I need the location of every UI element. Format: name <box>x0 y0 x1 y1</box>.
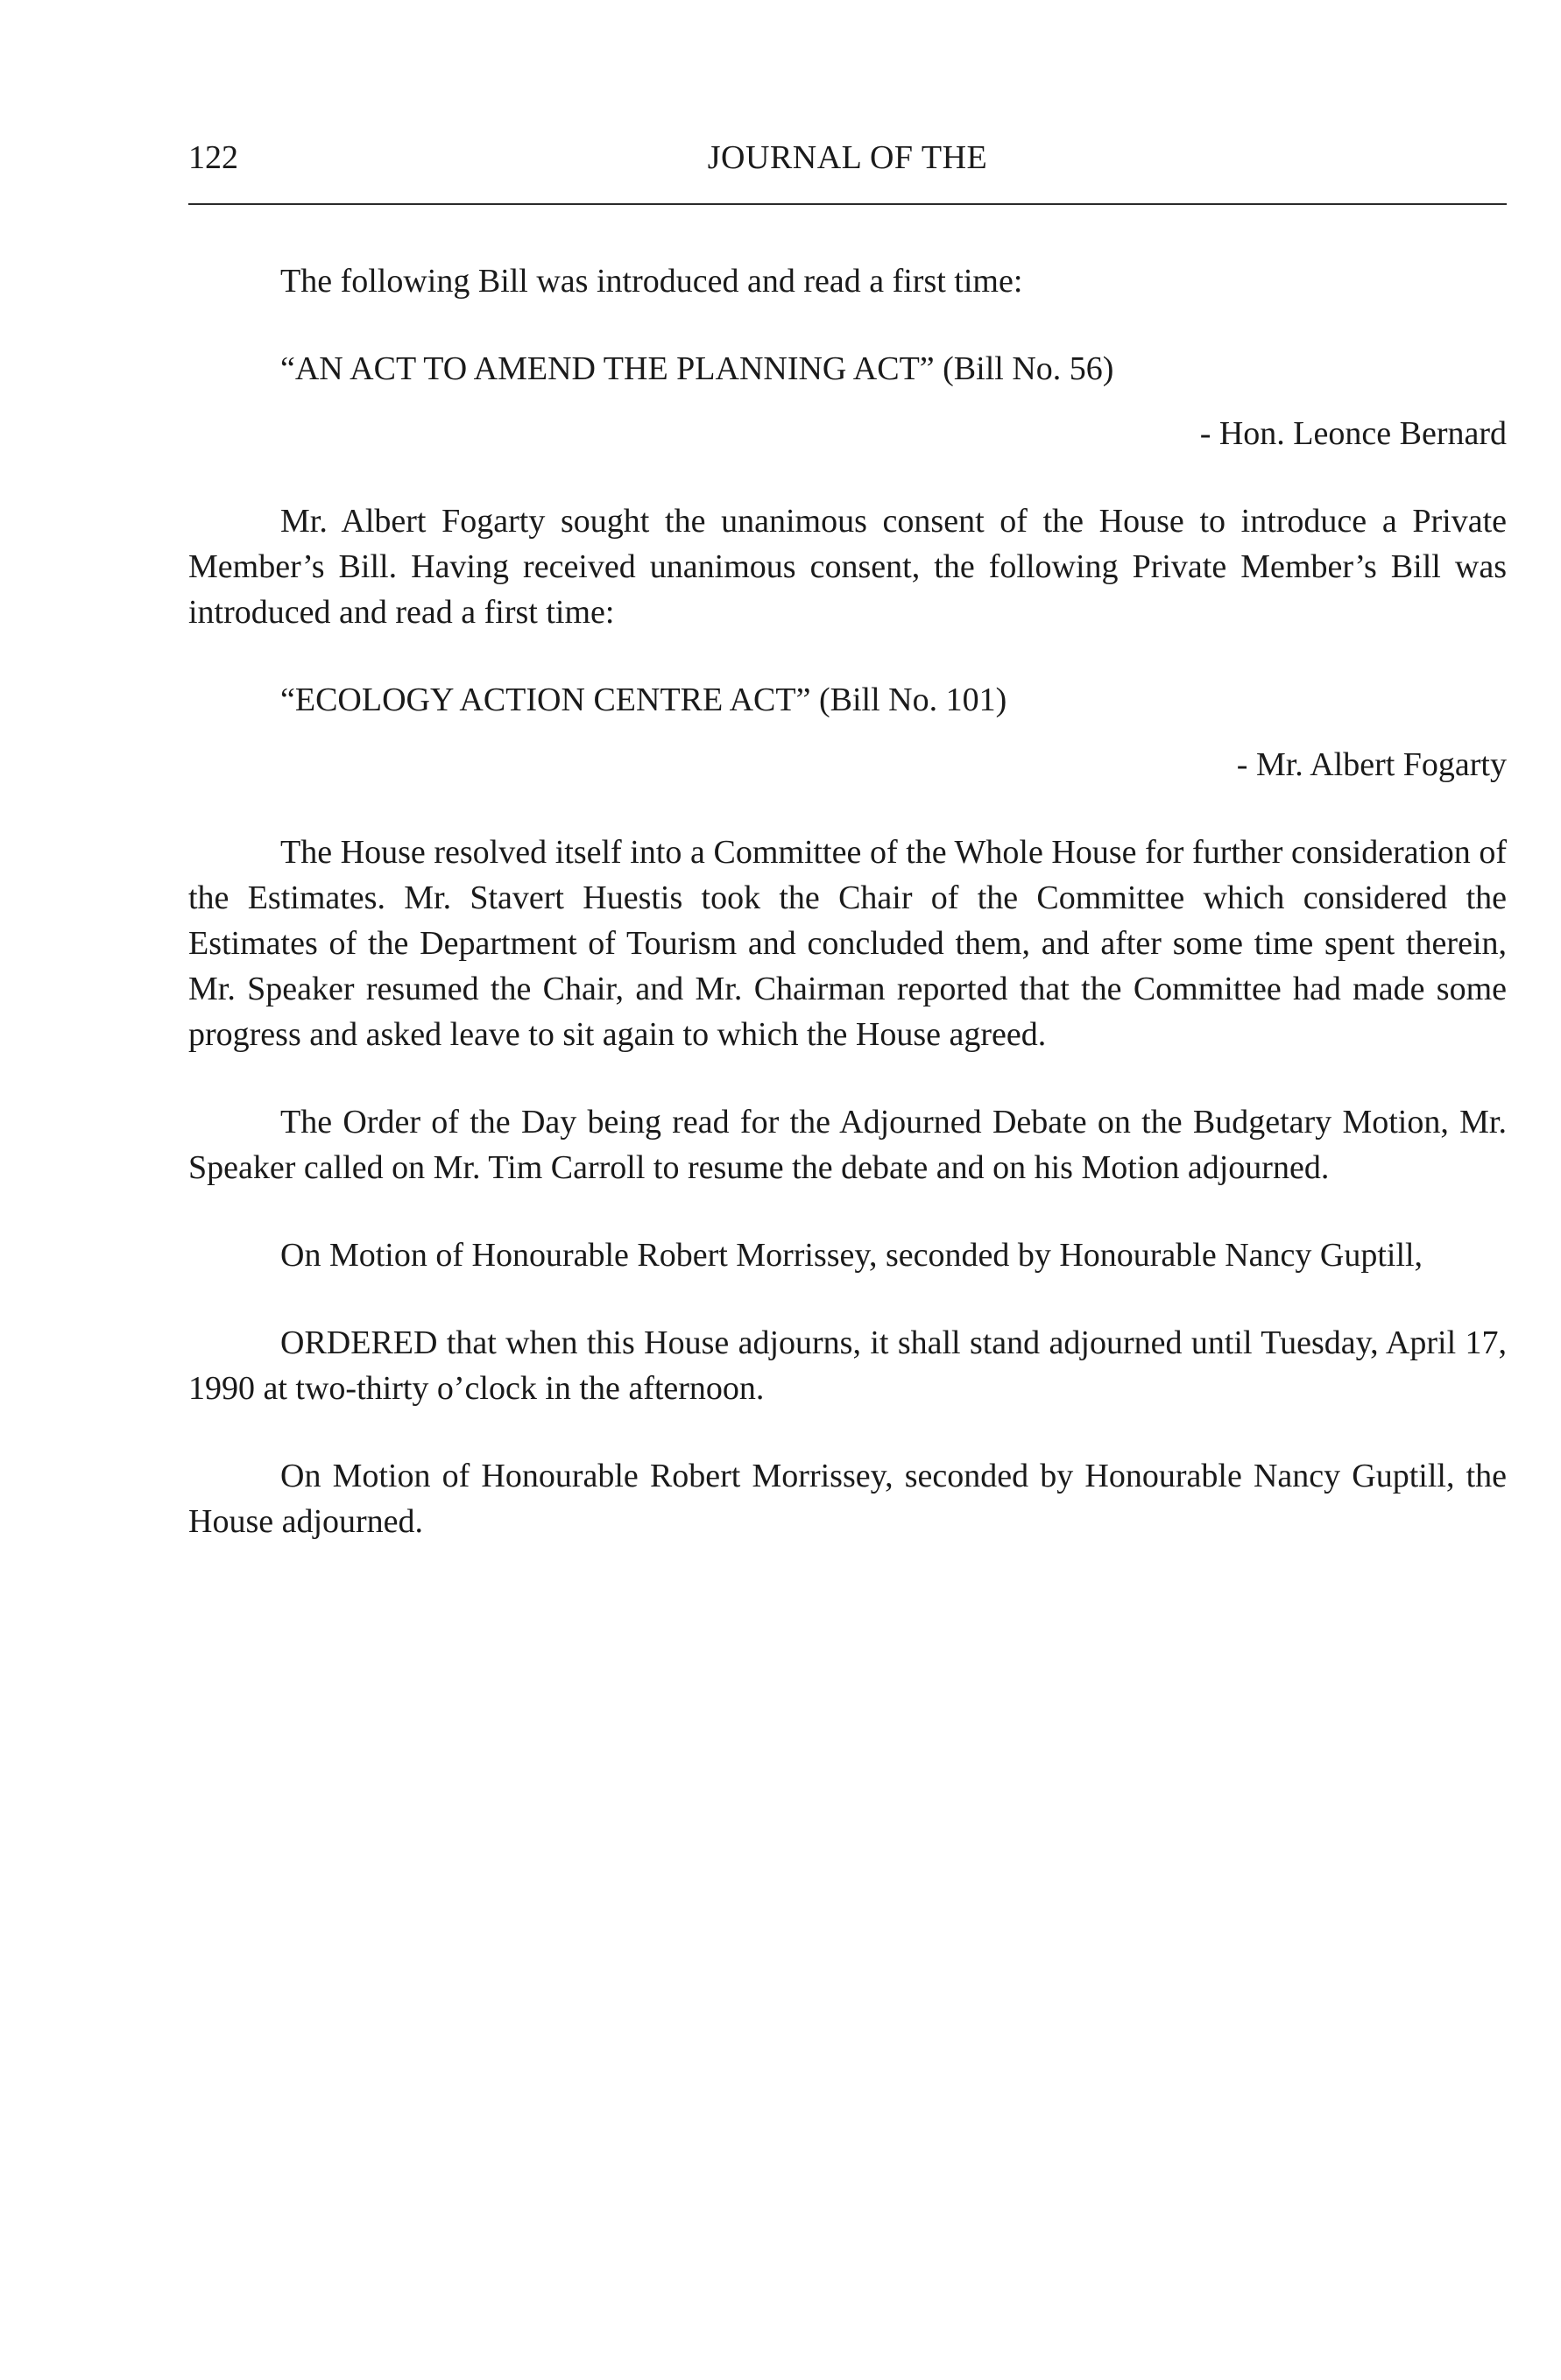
bill-sponsor-fogarty: - Mr. Albert Fogarty <box>1236 746 1507 783</box>
bill-title-ecology-action-centre: “ECOLOGY ACTION CENTRE ACT” (Bill No. 101) <box>280 682 1007 718</box>
running-head: JOURNAL OF THE <box>707 139 988 176</box>
page-number: 122 <box>188 139 238 176</box>
bill-sponsor-bernard: - Hon. Leonce Bernard <box>1199 415 1507 452</box>
budgetary-debate-paragraph: The Order of the Day being read for the Adjourned Debate on the Budgetary Motion, Mr. Speaker called on Mr. Tim Carroll to resume the debate and on his Motion adjourned. <box>188 1104 1507 1186</box>
journal-body <box>188 258 1507 1544</box>
private-member-bill-paragraph: Mr. Albert Fogarty sought the unanimous consent of the House to introduce a Private Member’s Bill. Having received unanimous consent, the following Private Member’s Bill was introduced and read a first time: <box>188 503 1507 631</box>
header-rule <box>188 203 1507 205</box>
bill-title-planning-act: “AN ACT TO AMEND THE PLANNING ACT” (Bill No. 56) <box>280 350 1114 387</box>
motion-paragraph: On Motion of Honourable Robert Morrissey, seconded by Honourable Nancy Guptill, <box>280 1237 1423 1274</box>
bill-intro-paragraph: The following Bill was introduced and read a first time: <box>280 263 1023 300</box>
ordered-paragraph: ORDERED that when this House adjourns, it shall stand adjourned until Tuesday, April 17, 1990 at two-thirty o’clock in the afternoon. <box>188 1324 1507 1407</box>
page-header <box>188 136 1507 180</box>
adjournment-paragraph: On Motion of Honourable Robert Morrissey, seconded by Honourable Nancy Guptill, the House adjourned. <box>188 1458 1507 1540</box>
committee-paragraph: The House resolved itself into a Committee of the Whole House for further consideration of the Estimates. Mr. Stavert Huestis took the Chair of the Committee which considered the Estimates of the Department of Tourism and concluded them, and after some time spent therein, Mr. Speaker resumed the Chair, and Mr. Chairman reported that the Committee had made some progress and asked leave to sit again to which the House agreed. <box>188 834 1507 1053</box>
